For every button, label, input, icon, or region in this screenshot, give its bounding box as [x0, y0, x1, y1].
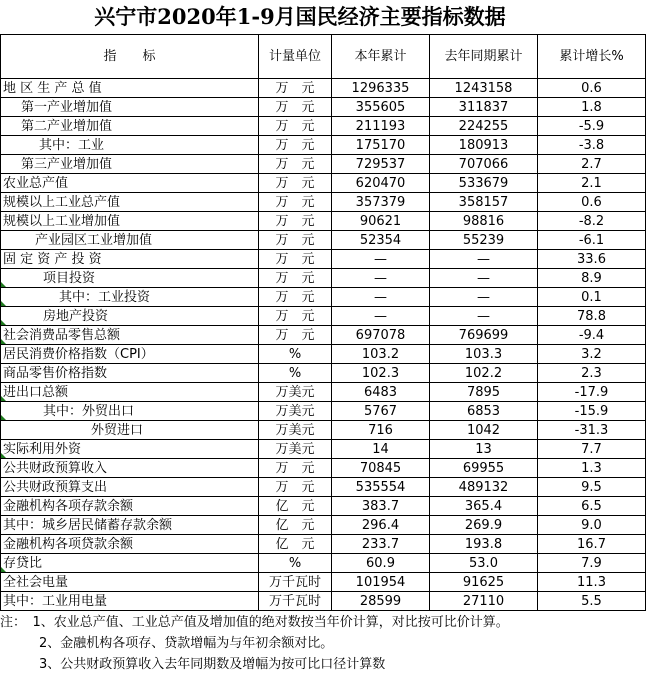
- unit-cell: 亿 元: [259, 497, 332, 516]
- error-indicator-icon: [1, 567, 6, 572]
- current-value-cell: 102.3: [332, 364, 430, 383]
- unit-cell: 万 元: [259, 231, 332, 250]
- growth-cell: 9.5: [538, 478, 646, 497]
- indicator-cell: 农业总产值: [1, 174, 259, 193]
- header-unit: 计量单位: [259, 35, 332, 79]
- indicator-cell: 其中：工业用电量: [1, 592, 259, 611]
- unit-cell: 万 元: [259, 136, 332, 155]
- current-value-cell: 697078: [332, 326, 430, 345]
- table-row: [1, 212, 646, 231]
- growth-cell: -8.2: [538, 212, 646, 231]
- previous-value-cell: 69955: [430, 459, 538, 478]
- previous-value-cell: 13: [430, 440, 538, 459]
- growth-cell: 2.7: [538, 155, 646, 174]
- error-indicator-icon: [1, 320, 6, 325]
- unit-cell: 万 元: [259, 478, 332, 497]
- previous-value-cell: —: [430, 250, 538, 269]
- table-row: [1, 364, 646, 383]
- table-row: [1, 231, 646, 250]
- table-row: [1, 326, 646, 345]
- growth-cell: -6.1: [538, 231, 646, 250]
- previous-value-cell: 269.9: [430, 516, 538, 535]
- indicator-cell: 项目投资: [1, 269, 259, 288]
- indicator-cell: 规模以上工业总产值: [1, 193, 259, 212]
- error-indicator-icon: [1, 415, 6, 420]
- indicator-cell: 社会消费品零售总额: [1, 326, 259, 345]
- table-row: [1, 535, 646, 554]
- growth-cell: 3.2: [538, 345, 646, 364]
- unit-cell: 万千瓦时: [259, 592, 332, 611]
- current-value-cell: 101954: [332, 573, 430, 592]
- indicator-cell: 规模以上工业增加值: [1, 212, 259, 231]
- current-value-cell: 716: [332, 421, 430, 440]
- table-row: [1, 98, 646, 117]
- footnote-1: 注： 1、农业总产值、工业总产值及增加值的绝对数按当年价计算，对比按可比价计算。: [0, 615, 509, 630]
- unit-cell: 万美元: [259, 402, 332, 421]
- previous-value-cell: —: [430, 307, 538, 326]
- growth-cell: 2.1: [538, 174, 646, 193]
- unit-cell: 万 元: [259, 98, 332, 117]
- growth-cell: 9.0: [538, 516, 646, 535]
- current-value-cell: 175170: [332, 136, 430, 155]
- current-value-cell: —: [332, 307, 430, 326]
- header-previous: 去年同期累计: [430, 35, 538, 79]
- unit-cell: 亿 元: [259, 535, 332, 554]
- current-value-cell: 70845: [332, 459, 430, 478]
- footnotes: [0, 612, 646, 675]
- header-indicator: 指 标: [1, 35, 259, 79]
- previous-value-cell: —: [430, 269, 538, 288]
- current-value-cell: 60.9: [332, 554, 430, 573]
- indicator-table: [0, 34, 646, 611]
- growth-cell: 7.7: [538, 440, 646, 459]
- current-value-cell: 729537: [332, 155, 430, 174]
- previous-value-cell: 489132: [430, 478, 538, 497]
- growth-cell: 0.6: [538, 79, 646, 98]
- indicator-cell: 其中：工业投资: [1, 288, 259, 307]
- unit-cell: 万美元: [259, 421, 332, 440]
- indicator-cell: 公共财政预算收入: [1, 459, 259, 478]
- unit-cell: 万 元: [259, 459, 332, 478]
- indicator-cell: 存贷比: [1, 554, 259, 573]
- indicator-cell: 进出口总额: [1, 383, 259, 402]
- growth-cell: 0.1: [538, 288, 646, 307]
- current-value-cell: 6483: [332, 383, 430, 402]
- indicator-cell: 第三产业增加值: [1, 155, 259, 174]
- previous-value-cell: 311837: [430, 98, 538, 117]
- growth-cell: 11.3: [538, 573, 646, 592]
- growth-cell: -9.4: [538, 326, 646, 345]
- page-title: 兴宁市2020年1-9月国民经济主要指标数据: [94, 4, 506, 29]
- current-value-cell: 103.2: [332, 345, 430, 364]
- growth-cell: 6.5: [538, 497, 646, 516]
- current-value-cell: 357379: [332, 193, 430, 212]
- table-row: [1, 459, 646, 478]
- indicator-cell: 公共财政预算支出: [1, 478, 259, 497]
- growth-cell: 0.6: [538, 193, 646, 212]
- unit-cell: 万美元: [259, 440, 332, 459]
- unit-cell: 万 元: [259, 155, 332, 174]
- current-value-cell: 28599: [332, 592, 430, 611]
- table-row: [1, 516, 646, 535]
- indicator-cell: 金融机构各项贷款余额: [1, 535, 259, 554]
- growth-cell: 1.8: [538, 98, 646, 117]
- header-growth: 累计增长%: [538, 35, 646, 79]
- previous-value-cell: —: [430, 288, 538, 307]
- indicator-cell: 第二产业增加值: [1, 117, 259, 136]
- indicator-cell: 产业园区工业增加值: [1, 231, 259, 250]
- growth-cell: -5.9: [538, 117, 646, 136]
- unit-cell: 万 元: [259, 79, 332, 98]
- table-row: [1, 421, 646, 440]
- table-row: [1, 554, 646, 573]
- table-row: [1, 136, 646, 155]
- current-value-cell: 14: [332, 440, 430, 459]
- current-value-cell: 383.7: [332, 497, 430, 516]
- current-value-cell: 620470: [332, 174, 430, 193]
- growth-cell: -17.9: [538, 383, 646, 402]
- previous-value-cell: 98816: [430, 212, 538, 231]
- current-value-cell: 535554: [332, 478, 430, 497]
- indicator-cell: 金融机构各项存款余额: [1, 497, 259, 516]
- growth-cell: 16.7: [538, 535, 646, 554]
- current-value-cell: 52354: [332, 231, 430, 250]
- previous-value-cell: 224255: [430, 117, 538, 136]
- current-value-cell: 5767: [332, 402, 430, 421]
- indicator-cell: 实际利用外资: [1, 440, 259, 459]
- current-value-cell: 1296335: [332, 79, 430, 98]
- current-value-cell: —: [332, 250, 430, 269]
- table-row: [1, 174, 646, 193]
- table-row: [1, 383, 646, 402]
- previous-value-cell: 102.2: [430, 364, 538, 383]
- table-row: [1, 193, 646, 212]
- previous-value-cell: 91625: [430, 573, 538, 592]
- previous-value-cell: 6853: [430, 402, 538, 421]
- current-value-cell: —: [332, 269, 430, 288]
- table-row: [1, 307, 646, 326]
- previous-value-cell: 27110: [430, 592, 538, 611]
- indicator-cell: 其中：外贸出口: [1, 402, 259, 421]
- unit-cell: 万美元: [259, 383, 332, 402]
- previous-value-cell: 1243158: [430, 79, 538, 98]
- growth-cell: 2.3: [538, 364, 646, 383]
- indicator-cell: 地 区 生 产 总 值: [1, 79, 259, 98]
- unit-cell: 万千瓦时: [259, 573, 332, 592]
- indicator-cell: 其中：城乡居民储蓄存款余额: [1, 516, 259, 535]
- growth-cell: 1.3: [538, 459, 646, 478]
- footnote-3: 3、公共财政预算收入去年同期数及增幅为按可比口径计算数: [0, 657, 386, 672]
- growth-cell: 7.9: [538, 554, 646, 573]
- error-indicator-icon: [1, 282, 6, 287]
- indicator-cell: 商品零售价格指数: [1, 364, 259, 383]
- table-row: [1, 250, 646, 269]
- table-row: [1, 402, 646, 421]
- unit-cell: 万 元: [259, 307, 332, 326]
- unit-cell: %: [259, 364, 332, 383]
- current-value-cell: 296.4: [332, 516, 430, 535]
- error-indicator-icon: [1, 453, 6, 458]
- unit-cell: 万 元: [259, 250, 332, 269]
- indicator-cell: 外贸进口: [1, 421, 259, 440]
- table-row: [1, 440, 646, 459]
- unit-cell: 万 元: [259, 193, 332, 212]
- table-row: [1, 79, 646, 98]
- growth-cell: -31.3: [538, 421, 646, 440]
- error-indicator-icon: [1, 301, 6, 306]
- previous-value-cell: 769699: [430, 326, 538, 345]
- unit-cell: %: [259, 345, 332, 364]
- previous-value-cell: 365.4: [430, 497, 538, 516]
- unit-cell: 万 元: [259, 212, 332, 231]
- table-row: [1, 478, 646, 497]
- table-row: [1, 288, 646, 307]
- table-row: [1, 497, 646, 516]
- previous-value-cell: 1042: [430, 421, 538, 440]
- current-value-cell: 90621: [332, 212, 430, 231]
- current-value-cell: 355605: [332, 98, 430, 117]
- unit-cell: 万 元: [259, 288, 332, 307]
- unit-cell: %: [259, 554, 332, 573]
- indicator-cell: 房地产投资: [1, 307, 259, 326]
- unit-cell: 万 元: [259, 174, 332, 193]
- previous-value-cell: 193.8: [430, 535, 538, 554]
- table-row: [1, 592, 646, 611]
- footnote-2: 2、金融机构各项存、贷款增幅为与年初余额对比。: [0, 636, 334, 651]
- error-indicator-icon: [1, 339, 6, 344]
- previous-value-cell: 180913: [430, 136, 538, 155]
- header-current: 本年累计: [332, 35, 430, 79]
- current-value-cell: 233.7: [332, 535, 430, 554]
- growth-cell: -15.9: [538, 402, 646, 421]
- unit-cell: 亿 元: [259, 516, 332, 535]
- indicator-cell: 全社会电量: [1, 573, 259, 592]
- table-row: [1, 269, 646, 288]
- previous-value-cell: 55239: [430, 231, 538, 250]
- current-value-cell: —: [332, 288, 430, 307]
- current-value-cell: 211193: [332, 117, 430, 136]
- previous-value-cell: 707066: [430, 155, 538, 174]
- indicator-cell: 居民消费价格指数（CPI）: [1, 345, 259, 364]
- table-row: [1, 155, 646, 174]
- previous-value-cell: 53.0: [430, 554, 538, 573]
- table-row: [1, 345, 646, 364]
- header-row: [1, 35, 646, 79]
- indicator-cell: 固 定 资 产 投 资: [1, 250, 259, 269]
- previous-value-cell: 103.3: [430, 345, 538, 364]
- table-row: [1, 117, 646, 136]
- indicator-cell: 其中：工业: [1, 136, 259, 155]
- previous-value-cell: 7895: [430, 383, 538, 402]
- error-indicator-icon: [1, 396, 6, 401]
- growth-cell: -3.8: [538, 136, 646, 155]
- growth-cell: 8.9: [538, 269, 646, 288]
- growth-cell: 5.5: [538, 592, 646, 611]
- table-row: [1, 573, 646, 592]
- unit-cell: 万 元: [259, 117, 332, 136]
- indicator-cell: 第一产业增加值: [1, 98, 259, 117]
- growth-cell: 78.8: [538, 307, 646, 326]
- previous-value-cell: 358157: [430, 193, 538, 212]
- unit-cell: 万 元: [259, 269, 332, 288]
- growth-cell: 33.6: [538, 250, 646, 269]
- previous-value-cell: 533679: [430, 174, 538, 193]
- unit-cell: 万 元: [259, 326, 332, 345]
